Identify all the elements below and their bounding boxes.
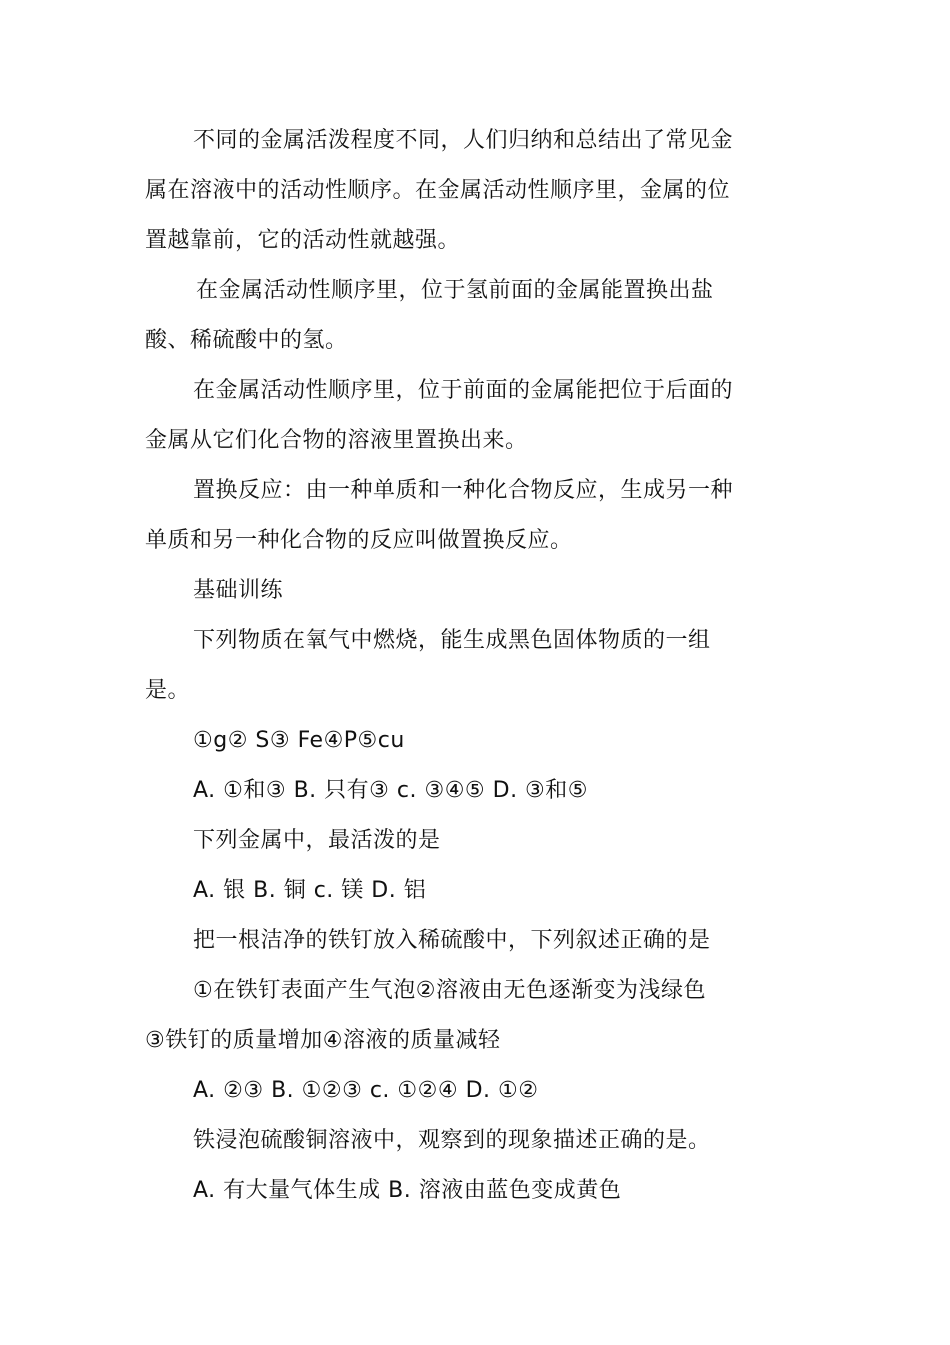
- paragraph-line: 金属从它们化合物的溶液里置换出来。: [145, 428, 528, 453]
- paragraph-line: 属在溶液中的活动性顺序。在金属活动性顺序里，金属的位: [145, 178, 731, 203]
- question-items: ①g② S③ Fe④P⑤cu: [193, 728, 405, 753]
- question-text: 铁浸泡硫酸铜溶液中，观察到的现象描述正确的是。: [193, 1128, 711, 1153]
- paragraph-line: 置越靠前，它的活动性就越强。: [145, 228, 461, 253]
- paragraph-line: 置换反应：由一种单质和一种化合物反应，生成另一种: [193, 478, 734, 503]
- paragraph-line: 在金属活动性顺序里，位于前面的金属能把位于后面的: [193, 378, 734, 403]
- answer-options: A. 银 B. 铜 c. 镁 D. 铝: [193, 878, 427, 903]
- question-items: ①在铁钉表面产生气泡②溶液由无色逐渐变为浅绿色: [193, 978, 706, 1003]
- answer-options: A. ①和③ B. 只有③ c. ③④⑤ D. ③和⑤: [193, 778, 588, 803]
- question-text: 下列物质在氧气中燃烧，能生成黑色固体物质的一组: [193, 628, 711, 653]
- section-heading: 基础训练: [193, 578, 284, 603]
- question-text: 是。: [145, 678, 191, 703]
- paragraph-line: 单质和另一种化合物的反应叫做置换反应。: [145, 528, 573, 553]
- question-text: 把一根洁净的铁钉放入稀硫酸中，下列叙述正确的是: [193, 928, 711, 953]
- question-text: 下列金属中，最活泼的是: [193, 828, 441, 853]
- answer-options: A. 有大量气体生成 B. 溶液由蓝色变成黄色: [193, 1178, 622, 1203]
- answer-options: A. ②③ B. ①②③ c. ①②④ D. ①②: [193, 1078, 539, 1103]
- question-items: ③铁钉的质量增加④溶液的质量减轻: [145, 1028, 501, 1053]
- paragraph-line: 酸、稀硫酸中的氢。: [145, 328, 348, 353]
- paragraph-line: 不同的金属活泼程度不同，人们归纳和总结出了常见金: [193, 128, 734, 153]
- paragraph-line: 在金属活动性顺序里，位于氢前面的金属能置换出盐: [196, 278, 714, 303]
